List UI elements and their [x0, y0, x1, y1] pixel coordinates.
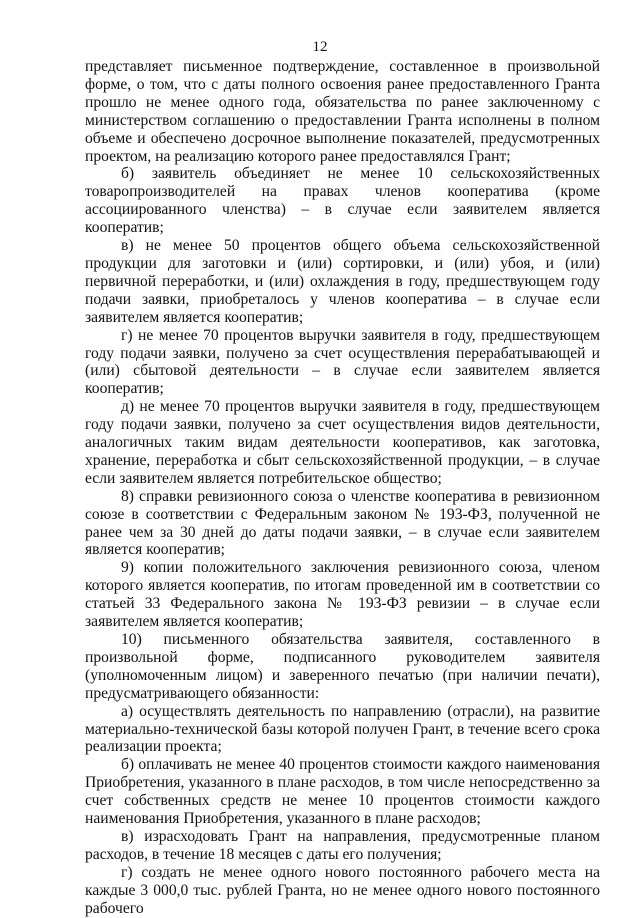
paragraph-obligation-v: в) израсходовать Грант на направления, предусмотренные планом расходов, в течение 18 месяцев с даты его получения; [85, 827, 600, 863]
paragraph-obligation-b: б) оплачивать не менее 40 процентов стоимости каждого наименования Приобретения, указанного в плане расходов, в том числе непосредственно за счет собственных средств не менее 10 процентов стоимости каждого наименования Приобретения, указанного в плане расходов; [85, 756, 600, 828]
paragraph-item-8: 8) справки ревизионного союза о членстве кооператива в ревизионном союзе в соответствии с Федеральным законом № 193-ФЗ, полученной не ранее чем за 30 дней до даты подачи заявки, – в случае если заявителем является кооператив; [85, 487, 600, 559]
paragraph-item-g: г) не менее 70 процентов выручки заявителя в году, предшествующем году подачи заявки, получено за счет осуществления перерабатывающей и (или) сбытовой деятельности – в случае если заявителем является кооператив; [85, 326, 600, 398]
paragraph-item-b: б) заявитель объединяет не менее 10 сельскохозяйственных товаропроизводителей на правах членов кооператива (кроме ассоциированного членства) – в случае если заявителем является кооператив; [85, 165, 600, 237]
paragraph-continuation: представляет письменное подтверждение, составленное в произвольной форме, о том, что с даты полного освоения ранее предоставленного Гранта прошло не менее одного года, обязательства по ранее заключенному с министерством соглашению о предоставлении Гранта исполнены в полном объеме и обеспечено досрочное выполнение показателей, предусмотренных проектом, на реализацию которого ранее предоставлялся Грант; [85, 58, 600, 165]
paragraph-obligation-g: г) создать не менее одного нового постоянного рабочего места на каждые 3 000,0 тыс. рублей Гранта, но не менее одного нового постоянного рабочего [85, 863, 600, 917]
page-number: 12 [312, 39, 328, 55]
document-body [85, 58, 600, 918]
paragraph-obligation-a: а) осуществлять деятельность по направлению (отрасли), на развитие материально-технической базы которой получен Грант, в течение всего срока реализации проекта; [85, 702, 600, 756]
paragraph-item-v: в) не менее 50 процентов общего объема сельскохозяйственной продукции для заготовки и (или) сортировки, и (или) убоя, и (или) первичной переработки, и (или) охлаждения в году, предшествующем году подачи заявки, приобреталось у членов кооператива – в случае если заявителем является кооператив; [85, 237, 600, 326]
paragraph-item-9: 9) копии положительного заключения ревизионного союза, членом которого является кооператив, по итогам проведенной им в соответствии со статьей 33 Федерального закона № 193-ФЗ ревизии – в случае если заявителем является кооператив; [85, 559, 600, 631]
paragraph-item-d: д) не менее 70 процентов выручки заявителя в году, предшествующем году подачи заявки, получено за счет осуществления видов деятельности, аналогичных таким видам деятельности кооперативов, как заготовка, хранение, переработка и сбыт сельскохозяйственной продукции, – в случае если заявителем является потребительское общество; [85, 398, 600, 487]
paragraph-item-10: 10) письменного обязательства заявителя, составленного в произвольной форме, подписанного руководителем заявителя (уполномоченным лицом) и заверенного печатью (при наличии печати), предусматривающего обязанности: [85, 631, 600, 702]
